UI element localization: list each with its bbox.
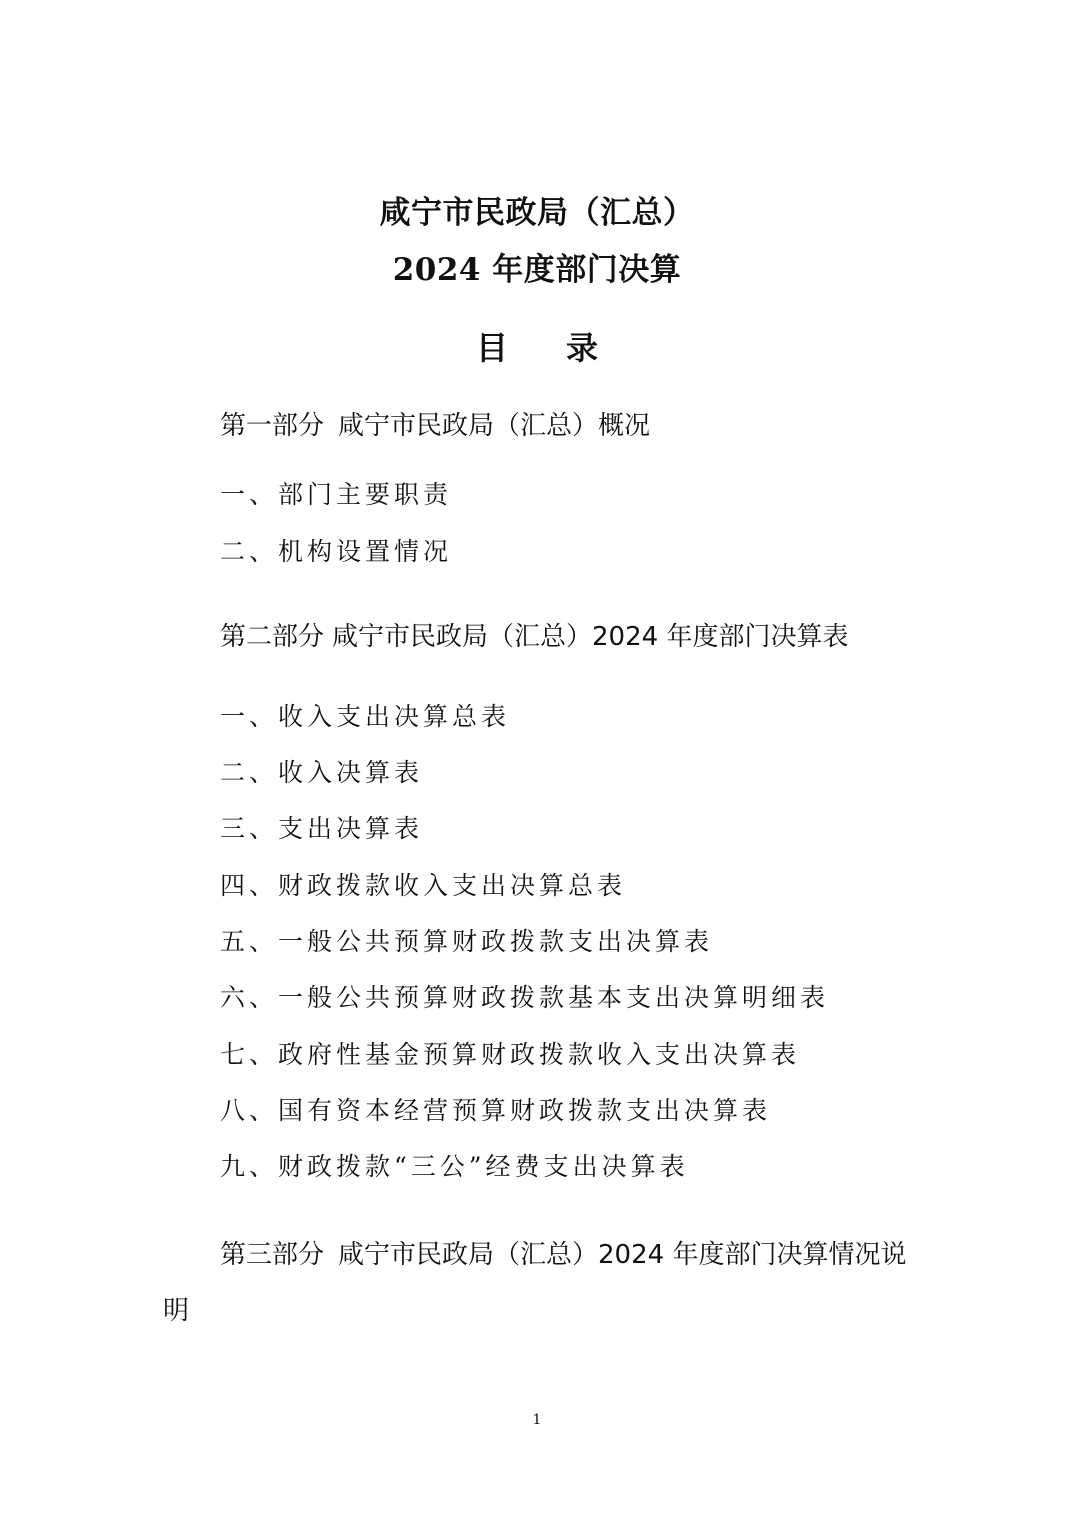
toc-part-1-heading — [220, 408, 650, 444]
page-number: 1 — [532, 1412, 542, 1428]
toc-part-3-label: 第三部分 — [220, 1240, 325, 1270]
toc-part-2-heading — [220, 619, 848, 655]
toc-part-2-label: 第二部分 — [220, 622, 325, 652]
toc-part-3-title: 咸宁市民政局（汇总）2024 年度部门决算情况说明 — [163, 1240, 907, 1326]
toc-part-1-title: 咸宁市民政局（汇总）概况 — [338, 411, 651, 441]
toc-item: 六、一般公共预算财政拨款基本支出决算明细表 — [220, 983, 830, 1012]
toc-heading-char-1: 目 — [475, 329, 508, 367]
document-title-line-2: 2024 年度部门决算 — [392, 252, 682, 288]
toc-item: 一、部门主要职责 — [220, 480, 453, 509]
toc-part-2-title: 咸宁市民政局（汇总）2024 年度部门决算表 — [332, 622, 849, 652]
toc-item: 三、支出决算表 — [220, 814, 424, 843]
toc-item: 七、政府性基金预算财政拨款收入支出决算表 — [220, 1040, 801, 1069]
toc-heading-char-2: 录 — [566, 329, 599, 367]
toc-item: 八、国有资本经营预算财政拨款支出决算表 — [220, 1096, 772, 1125]
toc-part-1-label: 第一部分 — [220, 411, 325, 441]
toc-item: 九、财政拨款“三公”经费支出决算表 — [220, 1152, 689, 1181]
toc-item: 二、收入决算表 — [220, 758, 424, 787]
toc-part-3-heading — [163, 1227, 923, 1339]
toc-item: 一、收入支出决算总表 — [220, 702, 511, 731]
toc-item: 五、一般公共预算财政拨款支出决算表 — [220, 927, 714, 956]
toc-item: 四、财政拨款收入支出决算总表 — [220, 871, 627, 900]
toc-item: 二、机构设置情况 — [220, 537, 453, 566]
toc-heading — [0, 326, 1074, 370]
document-title-line-1: 咸宁市民政局（汇总） — [379, 195, 695, 231]
